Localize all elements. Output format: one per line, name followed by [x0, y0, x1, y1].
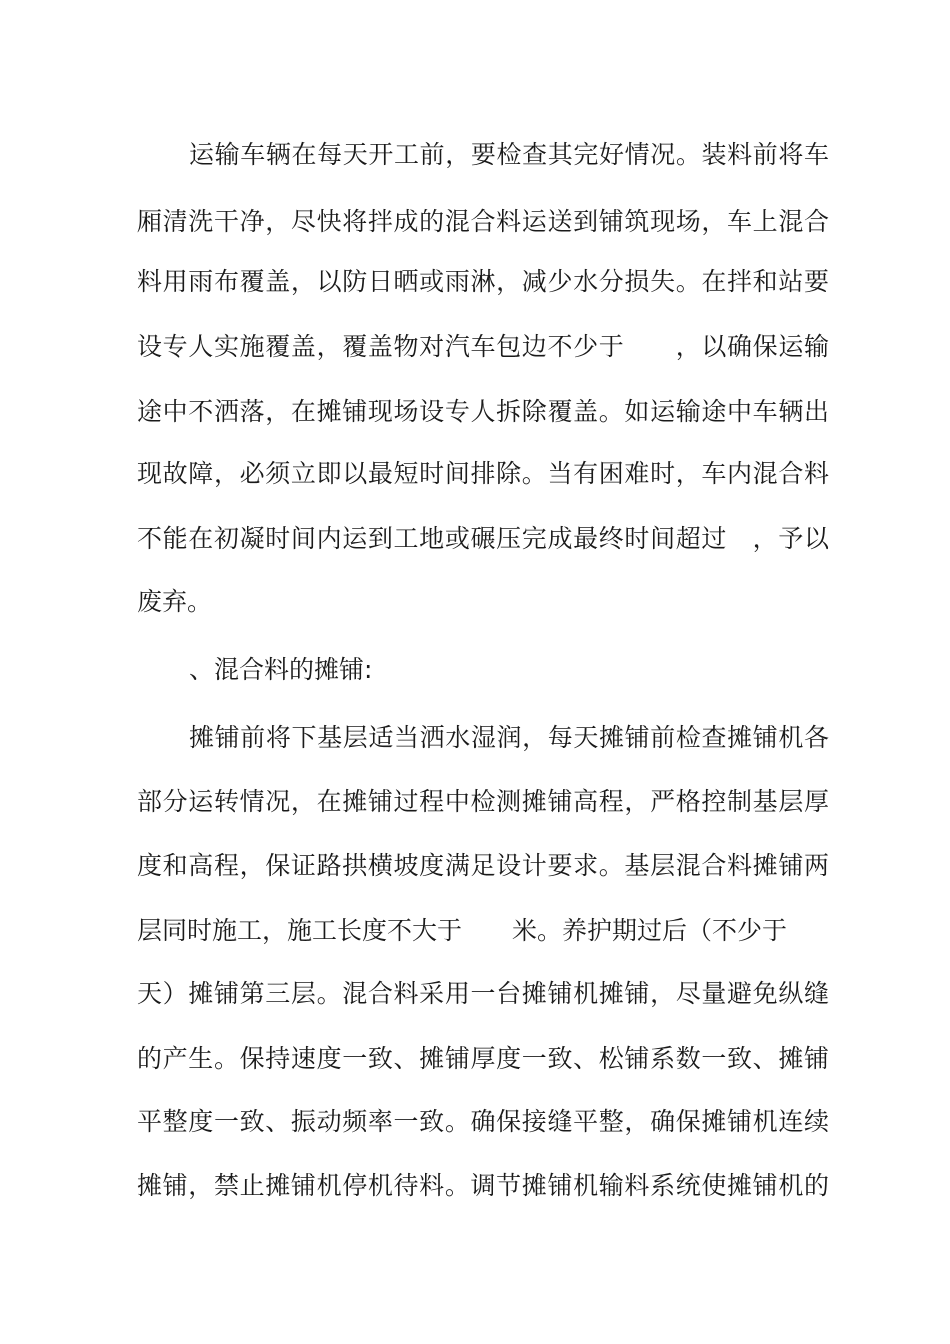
paragraph-1-line-2: 厢清洗干净，尽快将拌成的混合料运送到铺筑现场，车上混合	[137, 207, 829, 236]
paragraph-1-line-6: 现故障，必须立即以最短时间排除。当有困难时，车内混合料	[137, 459, 829, 488]
paragraph-1-line-5: 途中不洒落，在摊铺现场设专人拆除覆盖。如运输途中车辆出	[137, 397, 829, 426]
paragraph-2-line-6: 的产生。保持速度一致、摊铺厚度一致、松铺系数一致、摊铺	[137, 1044, 829, 1073]
paragraph-2-line-2: 部分运转情况，在摊铺过程中检测摊铺高程，严格控制基层厚	[137, 787, 829, 816]
paragraph-2-line-7: 平整度一致、振动频率一致。确保接缝平整，确保摊铺机连续	[137, 1107, 829, 1136]
paragraph-1-line-7: 不能在初凝时间内运到工地或碾压完成最终时间超过 ，予以	[137, 524, 829, 553]
paragraph-2-line-3: 度和高程，保证路拱横坡度满足设计要求。基层混合料摊铺两	[137, 851, 829, 880]
paragraph-2-line-5: 天）摊铺第三层。混合料采用一台摊铺机摊铺，尽量避免纵缝	[137, 979, 829, 1008]
paragraph-1-line-4: 设专人实施覆盖，覆盖物对汽车包边不少于 ，以确保运输	[137, 332, 829, 361]
paragraph-1-line-1: 运输车辆在每天开工前，要检查其完好情况。装料前将车	[189, 140, 829, 169]
paragraph-2-line-1: 摊铺前将下基层适当洒水湿润，每天摊铺前检查摊铺机各	[189, 723, 829, 752]
paragraph-2-line-8: 摊铺，禁止摊铺机停机待料。调节摊铺机输料系统使摊铺机的	[137, 1171, 829, 1200]
paragraph-1-line-8: 废弃。	[137, 587, 213, 616]
paragraph-2-line-4: 层同时施工，施工长度不大于 米。养护期过后（不少于	[137, 916, 788, 945]
section-heading: 、混合料的摊铺:	[189, 655, 373, 684]
paragraph-1-line-3: 料用雨布覆盖，以防日晒或雨淋，减少水分损失。在拌和站要	[137, 267, 829, 296]
